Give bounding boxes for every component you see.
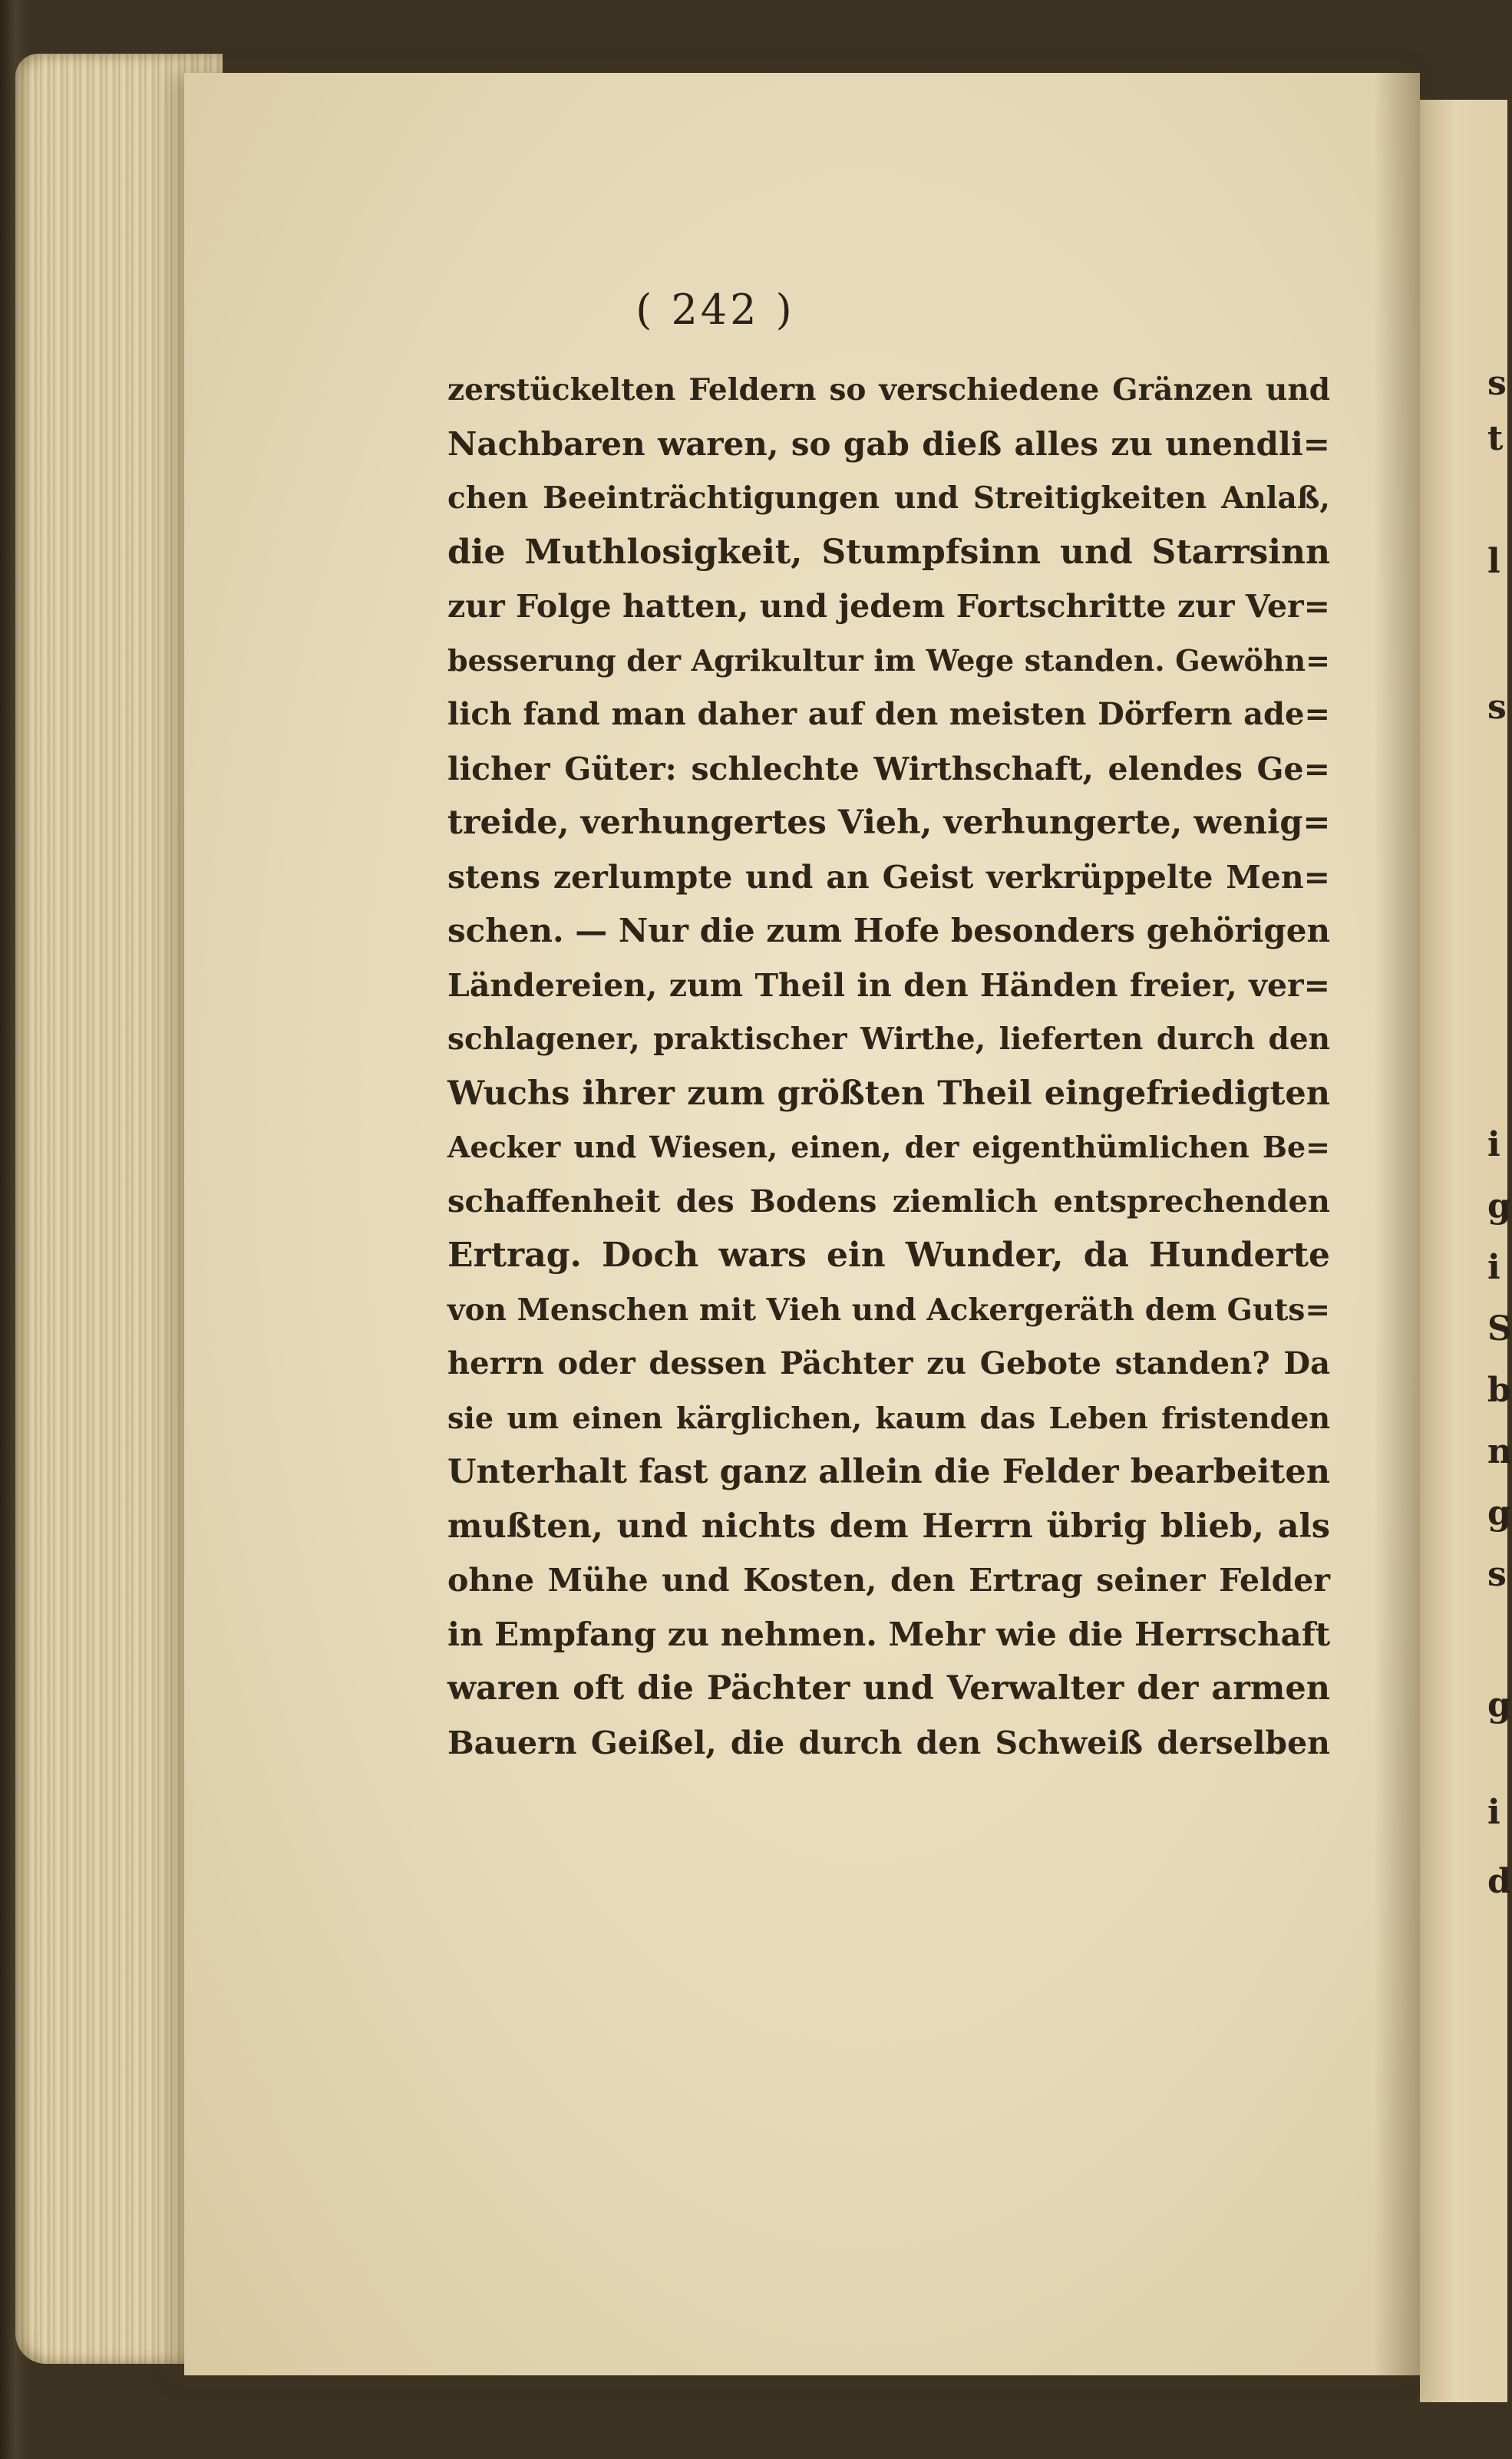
text-line: Ländereien, zum Theil in den Händen freier, ver= <box>447 966 1330 1004</box>
adjacent-page-fragment: g <box>1487 1187 1511 1226</box>
text-line: ohne Mühe und Kosten, den Ertrag seiner Felder <box>447 1562 1330 1599</box>
text-line: herrn oder dessen Pächter zu Gebote standen? Da <box>447 1345 1330 1381</box>
adjacent-page-fragment: s <box>1487 364 1507 403</box>
text-line: in Empfang zu nehmen. Mehr wie die Herrschaft <box>447 1615 1331 1653</box>
adjacent-page-fragment: i <box>1487 1793 1500 1832</box>
adjacent-page-fragment: g <box>1487 1494 1511 1533</box>
text-line: Wuchs ihrer zum größten Theil eingefriedigten <box>447 1074 1330 1113</box>
adjacent-page-fragment: t <box>1487 419 1504 458</box>
text-line: mußten, und nichts dem Herrn übrig blieb, als <box>447 1507 1330 1546</box>
text-line: zur Folge hatten, und jedem Fortschritte zur Ver= <box>447 588 1330 625</box>
text-line: treide, verhungertes Vieh, verhungerte, wenig= <box>447 804 1331 842</box>
text-line: stens zerlumpte und an Geist verkrüppelte Men= <box>447 858 1330 896</box>
adjacent-page-fragment: s <box>1487 1555 1507 1594</box>
adjacent-page-fragment: s <box>1487 688 1507 727</box>
adjacent-page-fragment: S <box>1487 1309 1512 1348</box>
text-line: chen Beeinträchtigungen und Streitigkeiten Anlaß, <box>447 480 1330 516</box>
text-line: besserung der Agrikultur im Wege standen. Gewöhn= <box>447 642 1330 678</box>
page-header <box>0 286 1507 334</box>
text-line: Bauern Geißel, die durch den Schweiß derselben <box>447 1724 1330 1761</box>
text-line: zerstückelten Feldern so verschiedene Gränzen und <box>447 372 1330 408</box>
adjacent-page-fragment: i <box>1487 1248 1500 1287</box>
text-line: waren oft die Pächter und Verwalter der armen <box>447 1669 1330 1708</box>
text-line: schaffenheit des Bodens ziemlich entsprechenden <box>447 1183 1330 1220</box>
text-line: Ertrag. Doch wars ein Wunder, da Hunderte <box>447 1236 1330 1275</box>
text-line: Unterhalt fast ganz allein die Felder bearbeiten <box>447 1453 1330 1491</box>
text-line: die Muthlosigkeit, Stumpfsinn und Starrsinn <box>447 532 1330 572</box>
text-line: licher Güter: schlechte Wirthschaft, elendes Ge= <box>447 750 1330 787</box>
adjacent-page <box>1420 100 1512 2402</box>
adjacent-page-fragment: n <box>1487 1432 1512 1471</box>
adjacent-page-fragment: l <box>1487 542 1500 581</box>
text-line: schen. — Nur die zum Hofe besonders gehörigen <box>447 912 1330 949</box>
text-line: sie um einen kärglichen, kaum das Leben fristenden <box>447 1400 1330 1435</box>
adjacent-page-fragment: g <box>1487 1685 1511 1725</box>
page-number: ( 242 ) <box>636 286 795 334</box>
text-line: lich fand man daher auf den meisten Dörfern ade= <box>447 696 1330 732</box>
text-line: von Menschen mit Vieh und Ackergeräth dem Guts= <box>447 1292 1330 1328</box>
adjacent-page-fragment: d <box>1487 1862 1511 1901</box>
adjacent-page-fragment: i <box>1487 1125 1500 1164</box>
body-text <box>447 363 1330 1770</box>
gutter-shadow <box>1374 73 1420 2375</box>
adjacent-page-fragment: b <box>1487 1371 1511 1410</box>
text-line: Aecker und Wiesen, einen, der eigenthümlichen Be= <box>447 1130 1330 1164</box>
text-line: Nachbaren waren, so gab dieß alles zu unendli= <box>447 424 1330 463</box>
text-line: schlagener, praktischer Wirthe, lieferten durch den <box>447 1022 1330 1057</box>
